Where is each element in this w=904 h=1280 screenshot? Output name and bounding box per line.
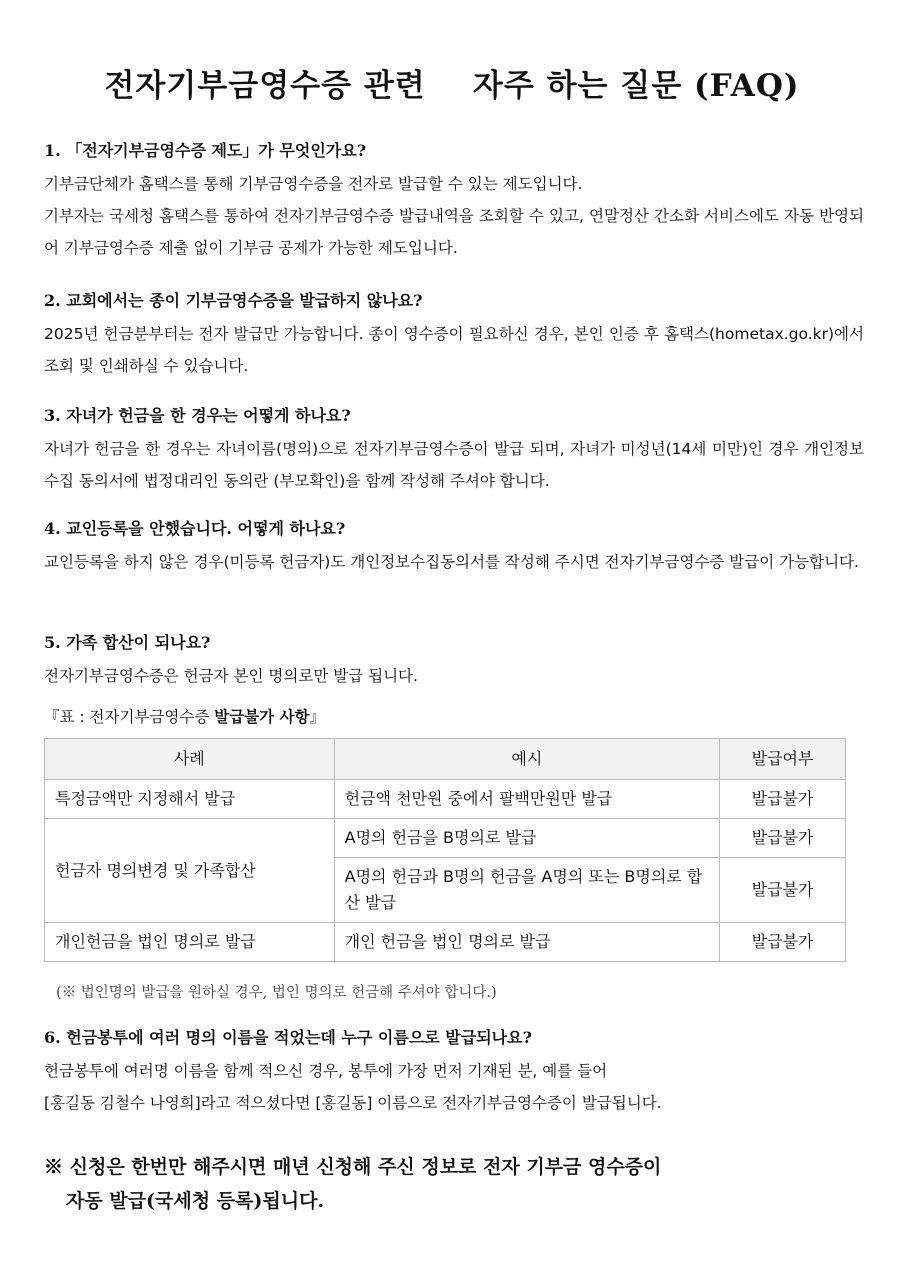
- footer-line-2: 자동 발급(국세청 등록)됩니다.: [66, 1190, 325, 1212]
- faq-question: 5. 가족 합산이 되나요?: [44, 633, 211, 652]
- faq-answer: 전자기부금영수증은 헌금자 본인 명의로만 발급 됩니다.: [44, 667, 418, 685]
- faq-answer: [홍길동 김철수 나영희]라고 적으셨다면 [홍길동] 이름으로 전자기부금영수증이 발급됩니다.: [44, 1094, 662, 1112]
- status-cell: 발급불가: [720, 780, 846, 819]
- case-cell: 개인헌금을 법인 명의로 발급: [45, 923, 335, 962]
- faq-question: 3. 자녀가 헌금을 한 경우는 어떻게 하나요?: [44, 406, 351, 425]
- status-cell: 발급불가: [720, 819, 846, 858]
- faq-answer: 기부자는 국세청 홈택스를 통하여 전자기부금영수증 발급내역을 조회할 수 있고, 연말정산 간소화 서비스에도 자동 반영되어 기부금영수증 제출 없이 기부금 공제가 가능한 제도입니다.: [44, 207, 864, 257]
- faq-answer: 2025년 헌금분부터는 전자 발급만 가능합니다. 종이 영수증이 필요하신 경우, 본인 인증 후 홈택스(hometax.go.kr)에서 조회 및 인쇄하실 수 있습니다.: [44, 325, 864, 375]
- caption-bold: 발급불가 사항: [214, 708, 310, 726]
- faq-item-2: [44, 290, 864, 382]
- faq-answer: 자녀가 헌금을 한 경우는 자녀이름(명의)으로 전자기부금영수증이 발급 되며, 자녀가 미성년(14세 미만)인 경우 개인정보수집 동의서에 법정대리인 동의란 (부모확인)을 함께 작성해 주셔야 합니다.: [44, 440, 864, 490]
- faq-answer: 헌금봉투에 여러명 이름을 함께 적으신 경우, 봉투에 가장 먼저 기재된 분, 예를 들어: [44, 1062, 608, 1080]
- footer-line-1: ※ 신청은 한번만 해주시면 매년 신청해 주신 정보로 전자 기부금 영수증이: [44, 1156, 662, 1178]
- case-cell: 헌금자 명의변경 및 가족합산: [45, 819, 335, 923]
- column-header: 예시: [334, 739, 719, 780]
- faq-question: 1. 「전자기부금영수증 제도」가 무엇인가요?: [44, 141, 367, 160]
- example-cell: 헌금액 천만원 중에서 팔백만원만 발급: [334, 780, 719, 819]
- faq-item-4: [44, 518, 864, 578]
- case-cell: 특정금액만 지정해서 발급: [45, 780, 335, 819]
- column-header: 발급여부: [720, 739, 846, 780]
- faq-question: 2. 교회에서는 종이 기부금영수증을 발급하지 않나요?: [44, 291, 423, 310]
- faq-item-3: [44, 405, 864, 497]
- example-cell: A명의 헌금과 B명의 헌금을 A명의 또는 B명의로 합산 발급: [334, 858, 719, 923]
- faq-item-5: [44, 632, 864, 692]
- restrictions-table: [44, 738, 846, 962]
- example-cell: A명의 헌금을 B명의로 발급: [334, 819, 719, 858]
- caption-prefix: 『표 : 전자기부금영수증: [44, 708, 215, 726]
- table-header-row: [45, 739, 846, 780]
- caption-suffix: 』: [309, 708, 326, 726]
- footer-notice: [44, 1150, 864, 1218]
- faq-item-6: [44, 1027, 864, 1119]
- table-row: [45, 819, 846, 858]
- faq-answer: 기부금단체가 홈택스를 통해 기부금영수증을 전자로 발급할 수 있는 제도입니다.: [44, 175, 583, 193]
- table-row: [45, 923, 846, 962]
- table-caption: [44, 705, 325, 729]
- example-cell: 개인 헌금을 법인 명의로 발급: [334, 923, 719, 962]
- faq-question: 4. 교인등록을 안했습니다. 어떻게 하나요?: [44, 519, 346, 538]
- page-title: 전자기부금영수증 관련 자주 하는 질문 (FAQ): [104, 68, 800, 104]
- status-cell: 발급불가: [720, 858, 846, 923]
- column-header: 사례: [45, 739, 335, 780]
- faq-answer: 교인등록을 하지 않은 경우(미등록 헌금자)도 개인정보수집동의서를 작성해 주시면 전자기부금영수증 발급이 가능합니다.: [44, 553, 859, 571]
- faq-item-1: [44, 140, 864, 264]
- faq-question: 6. 헌금봉투에 여러 명의 이름을 적었는데 누구 이름으로 발급되나요?: [44, 1028, 532, 1047]
- table-row: [45, 780, 846, 819]
- status-cell: 발급불가: [720, 923, 846, 962]
- table-note: (※ 법인명의 발급을 원하실 경우, 법인 명의로 헌금해 주셔야 합니다.): [56, 985, 497, 1001]
